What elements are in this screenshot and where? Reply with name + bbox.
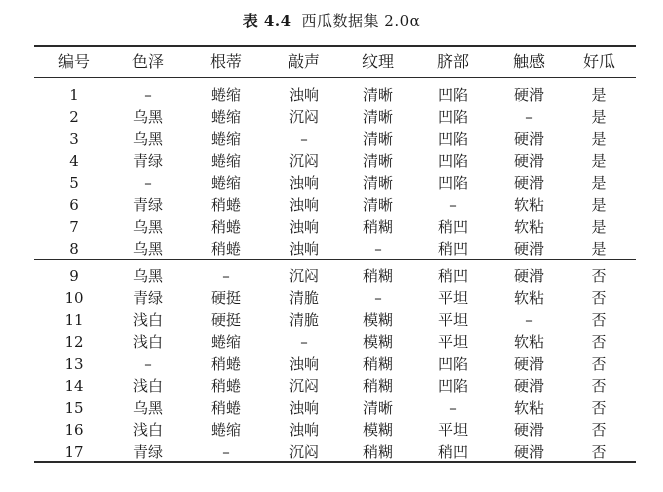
- table-row: [34, 172, 636, 194]
- table-cell: 否: [591, 399, 607, 417]
- table-cell: 清晰: [362, 196, 393, 214]
- table-cell: 青绿: [132, 196, 163, 214]
- table-cell: 是: [591, 174, 607, 192]
- table-cell: 硬挺: [210, 289, 241, 307]
- table-caption: [0, 10, 663, 31]
- table-cell: 硬挺: [210, 311, 241, 329]
- table-cell: 稍凹: [437, 443, 468, 461]
- table-row: [34, 331, 636, 353]
- table-cell: 6: [69, 196, 79, 214]
- table-row: [34, 397, 636, 419]
- table-cell: 稍凹: [437, 218, 468, 236]
- table-cell: 硬滑: [513, 443, 544, 461]
- table-cell: 稍蜷: [210, 355, 241, 373]
- header-cell: 纹理: [361, 52, 394, 71]
- table-cell: 浊响: [288, 421, 319, 439]
- table-cell: 是: [591, 152, 607, 170]
- table-cell: 否: [591, 267, 607, 285]
- table-cell: 模糊: [362, 421, 393, 439]
- table-cell: 浅白: [132, 377, 163, 395]
- table-cell: 否: [591, 377, 607, 395]
- table-cell: 否: [591, 311, 607, 329]
- table-header-row: [34, 51, 636, 73]
- table-cell: 凹陷: [437, 108, 468, 126]
- table-cell: 凹陷: [437, 174, 468, 192]
- table-cell: 蜷缩: [210, 333, 241, 351]
- table-cell: 浊响: [288, 174, 319, 192]
- table-cell: 稍凹: [437, 267, 468, 285]
- table-cell: 浅白: [132, 311, 163, 329]
- table-cell: 清晰: [362, 108, 393, 126]
- table-cell: –: [449, 399, 457, 417]
- table-cell: –: [525, 311, 533, 329]
- table-cell: 是: [591, 130, 607, 148]
- table-cell: 硬滑: [513, 174, 544, 192]
- table-row: [34, 128, 636, 150]
- table-cell: 乌黑: [132, 218, 163, 236]
- table-row: [34, 287, 636, 309]
- table-cell: 是: [591, 108, 607, 126]
- table-cell: 凹陷: [437, 355, 468, 373]
- table-cell: 清晰: [362, 86, 393, 104]
- table-cell: 凹陷: [437, 86, 468, 104]
- table-cell: 清脆: [288, 289, 319, 307]
- table-cell: –: [144, 86, 152, 104]
- table-cell: 沉闷: [288, 267, 319, 285]
- table-cell: 稍糊: [362, 443, 393, 461]
- table-cell: 浅白: [132, 333, 163, 351]
- table-cell: –: [144, 355, 152, 373]
- table-cell: 是: [591, 196, 607, 214]
- table-cell: 乌黑: [132, 399, 163, 417]
- table-cell: –: [222, 267, 230, 285]
- table-cell: 稍蜷: [210, 399, 241, 417]
- table-row: [34, 238, 636, 260]
- table-row: [34, 353, 636, 375]
- table-cell: –: [300, 130, 308, 148]
- table-cell: 稍糊: [362, 377, 393, 395]
- table-cell: 硬滑: [513, 267, 544, 285]
- table-cell: 平坦: [437, 421, 468, 439]
- table-cell: 清脆: [288, 311, 319, 329]
- header-cell: 编号: [57, 52, 90, 71]
- header-cell: 触感: [512, 52, 545, 71]
- table-cell: 蜷缩: [210, 86, 241, 104]
- table-cell: –: [374, 289, 382, 307]
- table-row: [34, 375, 636, 397]
- table-cell: 蜷缩: [210, 421, 241, 439]
- table-cell: 凹陷: [437, 152, 468, 170]
- group-separator-rule: [34, 259, 636, 260]
- table-cell: 浊响: [288, 240, 319, 258]
- table-cell: 清晰: [362, 399, 393, 417]
- table-cell: 否: [591, 421, 607, 439]
- table-cell: 稍糊: [362, 355, 393, 373]
- table-cell: 是: [591, 86, 607, 104]
- table-cell: 否: [591, 289, 607, 307]
- table-cell: 稍蜷: [210, 196, 241, 214]
- table-cell: 平坦: [437, 333, 468, 351]
- table-cell: 浊响: [288, 86, 319, 104]
- table-cell: –: [374, 240, 382, 258]
- table-cell: 乌黑: [132, 267, 163, 285]
- table-cell: 硬滑: [513, 130, 544, 148]
- table-cell: 浅白: [132, 421, 163, 439]
- table-cell: 否: [591, 443, 607, 461]
- table-cell: 是: [591, 218, 607, 236]
- table-cell: 10: [64, 289, 84, 307]
- header-cell: 根蒂: [209, 52, 242, 71]
- table-cell: 16: [64, 421, 84, 439]
- table-cell: 4: [69, 152, 79, 170]
- table-row: [34, 106, 636, 128]
- table-cell: 稍蜷: [210, 377, 241, 395]
- table-cell: 12: [64, 333, 84, 351]
- table-cell: 稍蜷: [210, 218, 241, 236]
- table-cell: 青绿: [132, 443, 163, 461]
- table-cell: 否: [591, 355, 607, 373]
- table-cell: 平坦: [437, 311, 468, 329]
- table-cell: 是: [591, 240, 607, 258]
- table-row: [34, 150, 636, 172]
- table-cell: 乌黑: [132, 240, 163, 258]
- table-cell: 模糊: [362, 333, 393, 351]
- table-row: [34, 419, 636, 441]
- table-cell: 7: [69, 218, 79, 236]
- table-cell: 软粘: [513, 333, 544, 351]
- table-cell: 5: [69, 174, 79, 192]
- table-cell: 清晰: [362, 174, 393, 192]
- top-rule: [34, 45, 636, 47]
- table-cell: 17: [64, 443, 84, 461]
- table-cell: 2: [69, 108, 79, 126]
- table-cell: –: [222, 443, 230, 461]
- table-row: [34, 194, 636, 216]
- table-cell: 凹陷: [437, 377, 468, 395]
- table-row: [34, 441, 636, 463]
- table-cell: 硬滑: [513, 152, 544, 170]
- table-cell: 沉闷: [288, 377, 319, 395]
- table-cell: 硬滑: [513, 421, 544, 439]
- table-cell: 蜷缩: [210, 152, 241, 170]
- table-cell: –: [449, 196, 457, 214]
- table-row: [34, 265, 636, 287]
- table-cell: 凹陷: [437, 130, 468, 148]
- bottom-rule: [34, 461, 636, 463]
- table-row: [34, 216, 636, 238]
- table-cell: 沉闷: [288, 152, 319, 170]
- table-cell: 15: [64, 399, 84, 417]
- table-cell: 青绿: [132, 289, 163, 307]
- header-cell: 色泽: [131, 52, 164, 71]
- table-cell: 蜷缩: [210, 174, 241, 192]
- table-cell: 稍糊: [362, 218, 393, 236]
- table-cell: 浊响: [288, 355, 319, 373]
- header-cell: 好瓜: [582, 52, 615, 71]
- header-cell: 敲声: [287, 52, 320, 71]
- table-cell: 软粘: [513, 399, 544, 417]
- table-cell: 9: [69, 267, 79, 285]
- header-cell: 脐部: [436, 52, 469, 71]
- table-cell: 浊响: [288, 218, 319, 236]
- table-row: [34, 84, 636, 106]
- table-cell: 平坦: [437, 289, 468, 307]
- table-cell: –: [300, 333, 308, 351]
- table-cell: 硬滑: [513, 86, 544, 104]
- table-cell: 8: [69, 240, 79, 258]
- table-cell: 硬滑: [513, 355, 544, 373]
- table-cell: 1: [69, 86, 79, 104]
- table-cell: 模糊: [362, 311, 393, 329]
- table-cell: 清晰: [362, 152, 393, 170]
- table-row: [34, 309, 636, 331]
- table-cell: 软粘: [513, 218, 544, 236]
- table-title: 西瓜数据集 2.0α: [301, 12, 421, 30]
- table-cell: 青绿: [132, 152, 163, 170]
- table-cell: 稍糊: [362, 267, 393, 285]
- table-cell: 沉闷: [288, 443, 319, 461]
- table-cell: 蜷缩: [210, 130, 241, 148]
- table-cell: 浊响: [288, 196, 319, 214]
- table-cell: 蜷缩: [210, 108, 241, 126]
- table-cell: 11: [64, 311, 84, 329]
- table-cell: 硬滑: [513, 240, 544, 258]
- table-cell: 14: [64, 377, 84, 395]
- table-cell: 3: [69, 130, 79, 148]
- table-cell: 软粘: [513, 196, 544, 214]
- table-cell: 13: [64, 355, 84, 373]
- table-cell: 否: [591, 333, 607, 351]
- table-number: 表 4.4: [242, 12, 292, 30]
- header-rule: [34, 77, 636, 78]
- table-cell: 清晰: [362, 130, 393, 148]
- table-cell: 软粘: [513, 289, 544, 307]
- table-cell: 硬滑: [513, 377, 544, 395]
- table-cell: 乌黑: [132, 130, 163, 148]
- table-cell: 稍蜷: [210, 240, 241, 258]
- table-cell: 浊响: [288, 399, 319, 417]
- table-cell: –: [144, 174, 152, 192]
- table-cell: –: [525, 108, 533, 126]
- table-cell: 乌黑: [132, 108, 163, 126]
- table-cell: 沉闷: [288, 108, 319, 126]
- table-cell: 稍凹: [437, 240, 468, 258]
